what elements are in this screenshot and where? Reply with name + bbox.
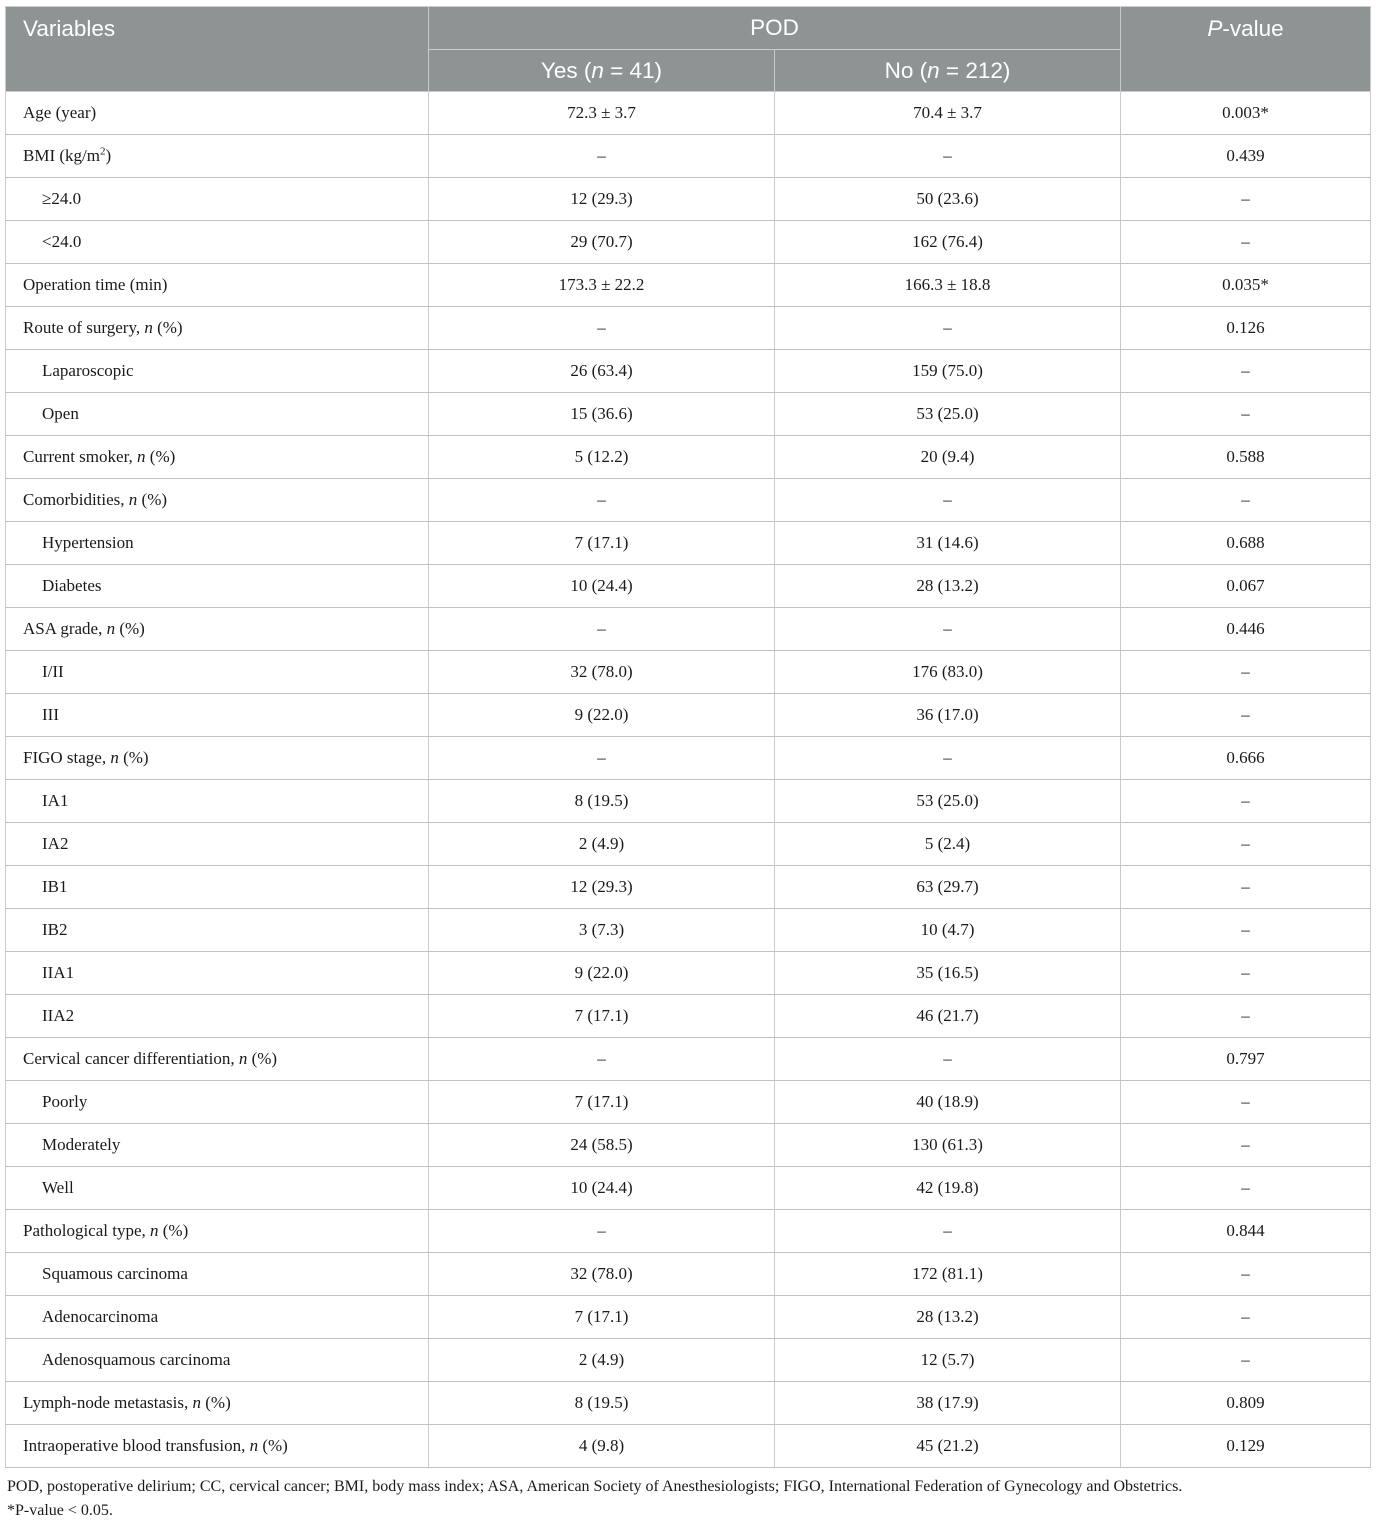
- table-row: [6, 92, 1371, 135]
- row-label: [6, 866, 429, 909]
- table-body: [6, 92, 1371, 1468]
- document: [5, 6, 1370, 1523]
- table-row: [6, 135, 1371, 178]
- cell-yes: –: [429, 608, 775, 651]
- cell-yes: 2 (4.9): [429, 1339, 775, 1382]
- row-label-text: III: [42, 705, 59, 724]
- row-label-text: Adenosquamous carcinoma: [42, 1350, 231, 1369]
- cell-yes: –: [429, 737, 775, 780]
- cell-p-value: –: [1121, 952, 1371, 995]
- cell-yes: –: [429, 307, 775, 350]
- table-row: [6, 1339, 1371, 1382]
- row-label-text: FIGO stage,: [23, 748, 111, 767]
- cell-yes: 7 (17.1): [429, 1296, 775, 1339]
- row-label-suffix: (%): [201, 1393, 231, 1412]
- cell-no: 50 (23.6): [775, 178, 1121, 221]
- cell-yes: 173.3 ± 22.2: [429, 264, 775, 307]
- row-label: [6, 1253, 429, 1296]
- cell-yes: 72.3 ± 3.7: [429, 92, 775, 135]
- row-label-text: Intraoperative blood transfusion,: [23, 1436, 250, 1455]
- table-row: [6, 1296, 1371, 1339]
- table-row: [6, 1425, 1371, 1468]
- row-label-italic: n: [106, 619, 116, 638]
- cell-p-value: 0.809: [1121, 1382, 1371, 1425]
- cell-yes: 24 (58.5): [429, 1124, 775, 1167]
- row-label-text: IB1: [42, 877, 68, 896]
- row-label-text: IB2: [42, 920, 68, 939]
- row-label: [6, 565, 429, 608]
- cell-no: 53 (25.0): [775, 393, 1121, 436]
- results-table: [5, 6, 1371, 1468]
- row-label-suffix: (%): [247, 1049, 278, 1068]
- cell-no: 36 (17.0): [775, 694, 1121, 737]
- table-row: [6, 350, 1371, 393]
- row-label: [6, 522, 429, 565]
- row-label: [6, 1296, 429, 1339]
- cell-yes: –: [429, 479, 775, 522]
- cell-no: 176 (83.0): [775, 651, 1121, 694]
- cell-p-value: –: [1121, 178, 1371, 221]
- table-row: [6, 780, 1371, 823]
- cell-no: –: [775, 1038, 1121, 1081]
- cell-p-value: –: [1121, 1253, 1371, 1296]
- row-label: [6, 307, 429, 350]
- cell-yes: 32 (78.0): [429, 1253, 775, 1296]
- row-label-suffix: (%): [118, 748, 149, 767]
- table-row: [6, 952, 1371, 995]
- row-label-italic: n: [192, 1393, 202, 1412]
- cell-p-value: –: [1121, 780, 1371, 823]
- cell-p-value: –: [1121, 479, 1371, 522]
- cell-yes: 9 (22.0): [429, 952, 775, 995]
- row-label-text: Laparoscopic: [42, 361, 134, 380]
- cell-p-value: 0.003*: [1121, 92, 1371, 135]
- header-no-n: n: [927, 57, 940, 83]
- row-label: [6, 737, 429, 780]
- row-label-text: IA2: [42, 834, 69, 853]
- table-row: [6, 436, 1371, 479]
- row-label-text: Well: [42, 1178, 74, 1197]
- row-label-text: BMI (kg/m: [23, 146, 100, 165]
- cell-no: 35 (16.5): [775, 952, 1121, 995]
- cell-yes: 12 (29.3): [429, 866, 775, 909]
- row-label-text: Diabetes: [42, 576, 102, 595]
- cell-p-value: –: [1121, 1339, 1371, 1382]
- row-label: [6, 909, 429, 952]
- table-row: [6, 1253, 1371, 1296]
- header-variables: Variables: [6, 7, 429, 92]
- header-yes-n: n: [591, 57, 604, 83]
- cell-no: –: [775, 608, 1121, 651]
- row-label: [6, 1081, 429, 1124]
- cell-yes: 29 (70.7): [429, 221, 775, 264]
- cell-no: 31 (14.6): [775, 522, 1121, 565]
- row-label: [6, 221, 429, 264]
- header-no-count: = 212): [939, 57, 1011, 83]
- row-label: [6, 92, 429, 135]
- cell-yes: 4 (9.8): [429, 1425, 775, 1468]
- table-row: [6, 737, 1371, 780]
- row-label-text: Squamous carcinoma: [42, 1264, 188, 1283]
- cell-yes: 7 (17.1): [429, 995, 775, 1038]
- cell-no: 130 (61.3): [775, 1124, 1121, 1167]
- table-row: [6, 307, 1371, 350]
- header-no-label: No (: [884, 57, 928, 83]
- cell-p-value: –: [1121, 221, 1371, 264]
- header-yes-group: [429, 50, 775, 92]
- cell-yes: 2 (4.9): [429, 823, 775, 866]
- row-label: [6, 479, 429, 522]
- cell-p-value: 0.067: [1121, 565, 1371, 608]
- cell-p-value: –: [1121, 694, 1371, 737]
- footnotes: [5, 1475, 1370, 1523]
- cell-no: 166.3 ± 18.8: [775, 264, 1121, 307]
- table-row: [6, 866, 1371, 909]
- cell-no: –: [775, 135, 1121, 178]
- cell-yes: –: [429, 135, 775, 178]
- table-row: [6, 1081, 1371, 1124]
- row-label: [6, 135, 429, 178]
- row-label-text: Route of surgery,: [23, 318, 145, 337]
- row-label: [6, 1124, 429, 1167]
- cell-yes: 10 (24.4): [429, 1167, 775, 1210]
- cell-p-value: 0.439: [1121, 135, 1371, 178]
- row-label: [6, 694, 429, 737]
- row-label-text: Cervical cancer differentiation,: [23, 1049, 239, 1068]
- cell-yes: 32 (78.0): [429, 651, 775, 694]
- cell-p-value: –: [1121, 909, 1371, 952]
- row-label-italic: n: [238, 1049, 248, 1068]
- row-label-suffix: (%): [145, 447, 176, 466]
- row-label-text: Lymph-node metastasis,: [23, 1393, 193, 1412]
- row-label-italic: n: [137, 447, 146, 466]
- row-label-text: I/II: [42, 662, 64, 681]
- table-row: [6, 909, 1371, 952]
- cell-p-value: –: [1121, 866, 1371, 909]
- cell-no: 20 (9.4): [775, 436, 1121, 479]
- table-row: [6, 608, 1371, 651]
- table-row: [6, 1210, 1371, 1253]
- row-label-text: Operation time (min): [23, 275, 168, 294]
- cell-no: 63 (29.7): [775, 866, 1121, 909]
- cell-no: 45 (21.2): [775, 1425, 1121, 1468]
- row-label: [6, 1425, 429, 1468]
- row-label-text: IA1: [42, 791, 69, 810]
- row-label-italic: n: [150, 1221, 159, 1240]
- cell-yes: 12 (29.3): [429, 178, 775, 221]
- table-row: [6, 522, 1371, 565]
- row-label-text: Adenocarcinoma: [42, 1307, 159, 1326]
- cell-p-value: 0.035*: [1121, 264, 1371, 307]
- cell-yes: 3 (7.3): [429, 909, 775, 952]
- cell-p-value: 0.797: [1121, 1038, 1371, 1081]
- cell-yes: 7 (17.1): [429, 522, 775, 565]
- cell-no: 28 (13.2): [775, 565, 1121, 608]
- table-row: [6, 651, 1371, 694]
- footnote-abbreviations: POD, postoperative delirium; CC, cervical cancer; BMI, body mass index; ASA, American Society of Anesthesiologists; FIGO, International Federation of Gynecology and Obstetrics.: [7, 1478, 1183, 1495]
- table-row: [6, 479, 1371, 522]
- row-label: [6, 1210, 429, 1253]
- cell-p-value: 0.129: [1121, 1425, 1371, 1468]
- cell-yes: 8 (19.5): [429, 780, 775, 823]
- row-label-suffix: (%): [158, 1221, 189, 1240]
- row-label: [6, 952, 429, 995]
- table-row: [6, 823, 1371, 866]
- row-label-text: Poorly: [42, 1092, 88, 1111]
- header-no-group: [775, 50, 1121, 92]
- cell-p-value: –: [1121, 995, 1371, 1038]
- cell-yes: 8 (19.5): [429, 1382, 775, 1425]
- cell-no: 70.4 ± 3.7: [775, 92, 1121, 135]
- row-label-text: ≥24.0: [42, 189, 82, 208]
- cell-no: 46 (21.7): [775, 995, 1121, 1038]
- table-row: [6, 694, 1371, 737]
- row-label-text: Hypertension: [42, 533, 134, 552]
- row-label: [6, 350, 429, 393]
- header-p-value-p: P: [1207, 16, 1223, 41]
- row-label: [6, 264, 429, 307]
- row-label-italic: n: [144, 318, 153, 337]
- cell-no: –: [775, 737, 1121, 780]
- row-label-text: IIA1: [42, 963, 75, 982]
- header-pod: POD: [429, 7, 1121, 50]
- cell-yes: 5 (12.2): [429, 436, 775, 479]
- cell-no: 40 (18.9): [775, 1081, 1121, 1124]
- table-row: [6, 178, 1371, 221]
- cell-p-value: 0.126: [1121, 307, 1371, 350]
- cell-no: –: [775, 1210, 1121, 1253]
- row-label: [6, 651, 429, 694]
- row-label-text: Current smoker,: [23, 447, 138, 466]
- row-label-text: <24.0: [42, 232, 82, 251]
- cell-no: –: [775, 307, 1121, 350]
- cell-p-value: 0.588: [1121, 436, 1371, 479]
- cell-no: 12 (5.7): [775, 1339, 1121, 1382]
- row-label-superscript: 2: [99, 145, 106, 158]
- cell-no: 10 (4.7): [775, 909, 1121, 952]
- cell-no: 159 (75.0): [775, 350, 1121, 393]
- row-label: [6, 1339, 429, 1382]
- cell-yes: –: [429, 1038, 775, 1081]
- row-label-text: Moderately: [42, 1135, 121, 1154]
- cell-yes: 7 (17.1): [429, 1081, 775, 1124]
- row-label: [6, 780, 429, 823]
- cell-no: 162 (76.4): [775, 221, 1121, 264]
- row-label-text: IIA2: [42, 1006, 75, 1025]
- row-label-text: ASA grade,: [23, 619, 107, 638]
- cell-no: –: [775, 479, 1121, 522]
- cell-p-value: –: [1121, 1124, 1371, 1167]
- row-label-italic: n: [128, 490, 138, 509]
- cell-p-value: 0.666: [1121, 737, 1371, 780]
- table-row: [6, 393, 1371, 436]
- cell-p-value: –: [1121, 1081, 1371, 1124]
- header-yes-count: = 41): [603, 57, 663, 83]
- cell-no: 172 (81.1): [775, 1253, 1121, 1296]
- cell-p-value: –: [1121, 1167, 1371, 1210]
- cell-no: 38 (17.9): [775, 1382, 1121, 1425]
- table-row: [6, 1038, 1371, 1081]
- table-row: [6, 1382, 1371, 1425]
- cell-p-value: –: [1121, 651, 1371, 694]
- row-label: [6, 1038, 429, 1081]
- footnote-significance: *P-value < 0.05.: [7, 1502, 113, 1519]
- table-header: [6, 7, 1371, 92]
- table-row: [6, 264, 1371, 307]
- cell-p-value: –: [1121, 1296, 1371, 1339]
- row-label-italic: n: [249, 1436, 259, 1455]
- row-label: [6, 608, 429, 651]
- cell-yes: 26 (63.4): [429, 350, 775, 393]
- row-label-suffix: (%): [258, 1436, 288, 1455]
- row-label: [6, 393, 429, 436]
- row-label-text: Pathological type,: [23, 1221, 151, 1240]
- cell-yes: 9 (22.0): [429, 694, 775, 737]
- table-row: [6, 221, 1371, 264]
- cell-no: 53 (25.0): [775, 780, 1121, 823]
- row-label: [6, 1167, 429, 1210]
- cell-no: 42 (19.8): [775, 1167, 1121, 1210]
- row-label: [6, 436, 429, 479]
- cell-p-value: 0.844: [1121, 1210, 1371, 1253]
- cell-yes: –: [429, 1210, 775, 1253]
- table-row: [6, 1167, 1371, 1210]
- cell-p-value: 0.446: [1121, 608, 1371, 651]
- row-label-text: Open: [42, 404, 79, 423]
- cell-no: 28 (13.2): [775, 1296, 1121, 1339]
- cell-p-value: 0.688: [1121, 522, 1371, 565]
- row-label: [6, 1382, 429, 1425]
- row-label-italic: n: [110, 748, 119, 767]
- header-p-value-rest: -value: [1222, 16, 1284, 41]
- cell-p-value: –: [1121, 350, 1371, 393]
- row-label-text: Age (year): [23, 103, 97, 122]
- cell-no: 5 (2.4): [775, 823, 1121, 866]
- header-yes-label: Yes (: [540, 57, 592, 83]
- row-label: [6, 823, 429, 866]
- table-row: [6, 995, 1371, 1038]
- row-label-text: Comorbidities,: [23, 490, 129, 509]
- header-p-value: [1121, 7, 1371, 92]
- cell-p-value: –: [1121, 393, 1371, 436]
- cell-yes: 10 (24.4): [429, 565, 775, 608]
- row-label-suffix: ): [105, 146, 112, 165]
- table-row: [6, 565, 1371, 608]
- row-label-suffix: (%): [115, 619, 145, 638]
- cell-p-value: –: [1121, 823, 1371, 866]
- row-label: [6, 995, 429, 1038]
- row-label-suffix: (%): [137, 490, 168, 509]
- table-row: [6, 1124, 1371, 1167]
- row-label-suffix: (%): [152, 318, 183, 337]
- row-label: [6, 178, 429, 221]
- cell-yes: 15 (36.6): [429, 393, 775, 436]
